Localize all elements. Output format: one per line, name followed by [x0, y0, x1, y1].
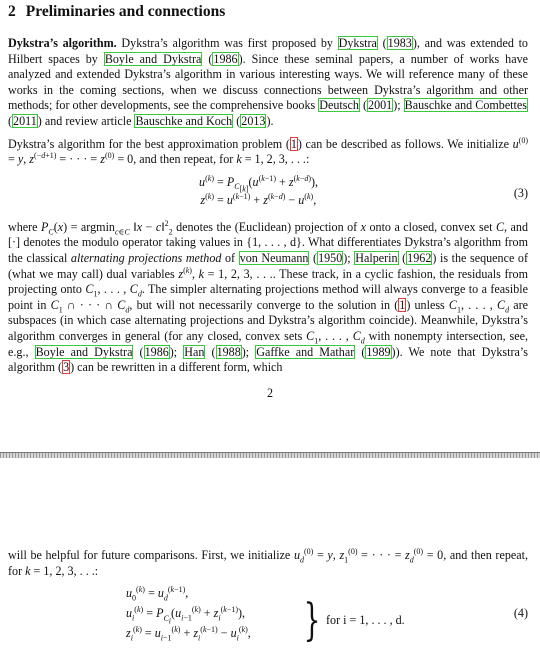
- math-inline: $C_1$ ∩ · · · ∩ $C_d$: [50, 297, 130, 315]
- math-inline: k = 1, 2, 3, . . .: [25, 563, 95, 578]
- page-content-bottom: [8, 548, 528, 651]
- math-inline: x: [360, 219, 367, 234]
- text: );: [343, 250, 355, 265]
- text: of: [221, 250, 239, 265]
- text: (: [355, 344, 366, 359]
- text: (: [205, 344, 216, 359]
- text: , and then repeat, for: [8, 548, 528, 578]
- text: (: [398, 250, 407, 265]
- citation-link[interactable]: Halperin: [355, 250, 398, 265]
- text: ), and was extended to Hilbert spaces by: [8, 36, 528, 66]
- page-bottom: [0, 458, 540, 663]
- text: :: [305, 152, 310, 167]
- paragraph-dual-variables: [8, 220, 528, 376]
- citation-link[interactable]: 1962: [407, 250, 432, 265]
- paragraph-algorithm-description: [8, 137, 528, 168]
- citation-link[interactable]: Boyle and Dykstra: [104, 51, 202, 66]
- citation-link[interactable]: Bauschke and Combettes: [404, 98, 527, 113]
- equation-line: $u^{(k)} = P_{C_{[k]}}(u^{(k-1)} + z^{(k-d)})$,: [199, 173, 319, 194]
- paragraph-dykstra-intro: [8, 36, 528, 130]
- text: );: [393, 98, 404, 113]
- text: with nonempty intersection, see, e.g.,: [8, 328, 528, 359]
- math-inline: $z^{(k)}$, k = 1, 2, 3, . . .: [178, 265, 273, 281]
- equation-link[interactable]: 1: [290, 136, 297, 151]
- page-number: 2: [266, 386, 274, 400]
- text: Dykstra’s algorithm for the best approximation problem (: [8, 136, 290, 151]
- text: (: [377, 36, 387, 50]
- equation-line: $z_i^{(k)} = u_{i-1}^{(k)} + z_i^{(k-1)} - u_i^{(k)}$,: [126, 625, 251, 643]
- citation-link[interactable]: 1983: [387, 36, 412, 50]
- math-inline: C: [495, 219, 505, 234]
- equation-link[interactable]: 3: [63, 360, 70, 375]
- citation-link[interactable]: 2013: [241, 113, 266, 128]
- text: will be helpful for future comparisons. First, we initialize: [8, 548, 294, 562]
- text: (: [202, 51, 213, 66]
- math-inline: $C_1$, . . . , $C_d$: [448, 297, 510, 315]
- page-content-top: [8, 2, 528, 376]
- equation-condition: for i = 1, . . . , d.: [326, 613, 405, 628]
- math-inline: k = 1, 2, 3, . . .: [236, 152, 306, 167]
- citation-link[interactable]: 1989: [366, 344, 391, 359]
- text: ) is the sequence of (what we may call) dual variables: [8, 250, 528, 281]
- text: denotes the (Euclidean) projection of: [172, 219, 361, 234]
- text: (: [8, 113, 13, 128]
- text: (: [133, 344, 144, 359]
- section-heading: [8, 2, 528, 22]
- section-number: 2: [8, 3, 16, 20]
- equation-line: $z^{(k)} = u^{(k-1)} + z^{(k-d)} - u^{(k)}$,: [200, 191, 317, 207]
- text: ).: [266, 113, 274, 128]
- equation-3-body: [190, 174, 318, 208]
- text: (: [309, 250, 318, 265]
- text: . The simpler alternating projections method will always converge to a feasible point in: [8, 282, 529, 312]
- citation-link[interactable]: von Neumann: [239, 250, 309, 265]
- page-separator-line: [0, 452, 540, 453]
- text: where: [8, 219, 42, 234]
- text: ) can be described as follows. We initialize: [297, 136, 513, 151]
- citation-link[interactable]: Gaffke and Mathar: [256, 344, 355, 359]
- citation-link[interactable]: Bauschke and Koch: [135, 113, 233, 128]
- math-inline: $u_d^{(0)} = y$, $z_1^{(0)}$ = · · · = $z_d^{(0)} = 0$: [293, 546, 444, 565]
- math-inline: $C_1$, . . . , $C_d$: [85, 282, 142, 299]
- emphasis: alternating projections method: [70, 250, 222, 265]
- equation-4: [8, 585, 528, 651]
- citation-link[interactable]: Han: [184, 344, 205, 359]
- text: );: [241, 344, 256, 359]
- text: are subspaces (in which case alternating projections and Dykstra’s algorithm coincide). Meanwhile, Dykstra’s algorithm converges in general (for any closed, convex sets: [8, 297, 528, 343]
- equation-3: [8, 172, 528, 216]
- citation-link[interactable]: 1988: [216, 344, 241, 359]
- paragraph-lead: Dykstra’s algorithm.: [8, 36, 117, 50]
- equation-4-body: [126, 585, 251, 641]
- text: onto a closed, convex set: [366, 219, 496, 234]
- text: , and then repeat, for: [133, 152, 237, 167]
- text: (: [233, 113, 241, 128]
- equation-brace: }: [303, 595, 321, 647]
- text: ) can be rewritten in a different form, which: [70, 360, 283, 375]
- text: :: [94, 563, 99, 578]
- equation-line: $u_0^{(k)} = u_d^{(k-1)}$,: [126, 585, 189, 603]
- equation-line: $u_i^{(k)} = P_{C_i}(u_{i-1}^{(k)} + z_i^{(k-1)})$,: [126, 605, 246, 626]
- citation-link[interactable]: Deutsch: [319, 98, 359, 113]
- equation-link[interactable]: 1: [399, 297, 406, 312]
- citation-link[interactable]: 1986: [213, 51, 238, 66]
- citation-link[interactable]: 2001: [368, 98, 393, 113]
- text: )). We note that Dykstra’s algorithm (: [8, 344, 528, 375]
- text: ). Since these seminal papers, a number of works have analyzed and extended Dykstra’s algorithm in various interesting ways. We will reference many of these works in the coming sections, when we discuss connections between Dykstra’s algorithm and other methods; for other developments, see the comprehensive books: [8, 51, 529, 113]
- equation-number: (4): [513, 606, 528, 621]
- citation-link[interactable]: Boyle and Dykstra: [35, 344, 133, 359]
- citation-link[interactable]: 2011: [13, 113, 37, 128]
- text: ) and review article: [37, 113, 135, 128]
- math-inline: $P_C(x) = argmin_{c\in C}$ ‖x − c‖$^2_2$: [41, 218, 173, 237]
- text: );: [169, 344, 184, 359]
- equation-number: (3): [513, 185, 528, 200]
- math-inline: $u^{(0)} = y$, $z^{(-d+1)}$ = · · · = $z^{(0)} = 0$: [8, 135, 528, 167]
- text: , and [·] denotes the modulo operator taking values in {1, . . . , d}. What differentiates Dykstra’s algorithm from the classical: [8, 219, 528, 265]
- text: , but will not necessarily converge to the solution in (: [129, 297, 399, 312]
- section-title: Preliminaries and connections: [25, 3, 226, 20]
- text: Dykstra’s algorithm was first proposed by: [116, 36, 338, 50]
- text: ) unless: [406, 297, 449, 312]
- citation-link[interactable]: Dykstra: [338, 36, 377, 50]
- citation-link[interactable]: 1950: [318, 250, 343, 265]
- text: (: [359, 98, 368, 113]
- citation-link[interactable]: 1986: [144, 344, 169, 359]
- text: . These track, in a cyclic fashion, the residuals from projecting onto: [8, 266, 528, 297]
- math-inline: $C_1$, . . . , $C_d$: [306, 328, 365, 346]
- paragraph-rewritten-form: [8, 548, 528, 579]
